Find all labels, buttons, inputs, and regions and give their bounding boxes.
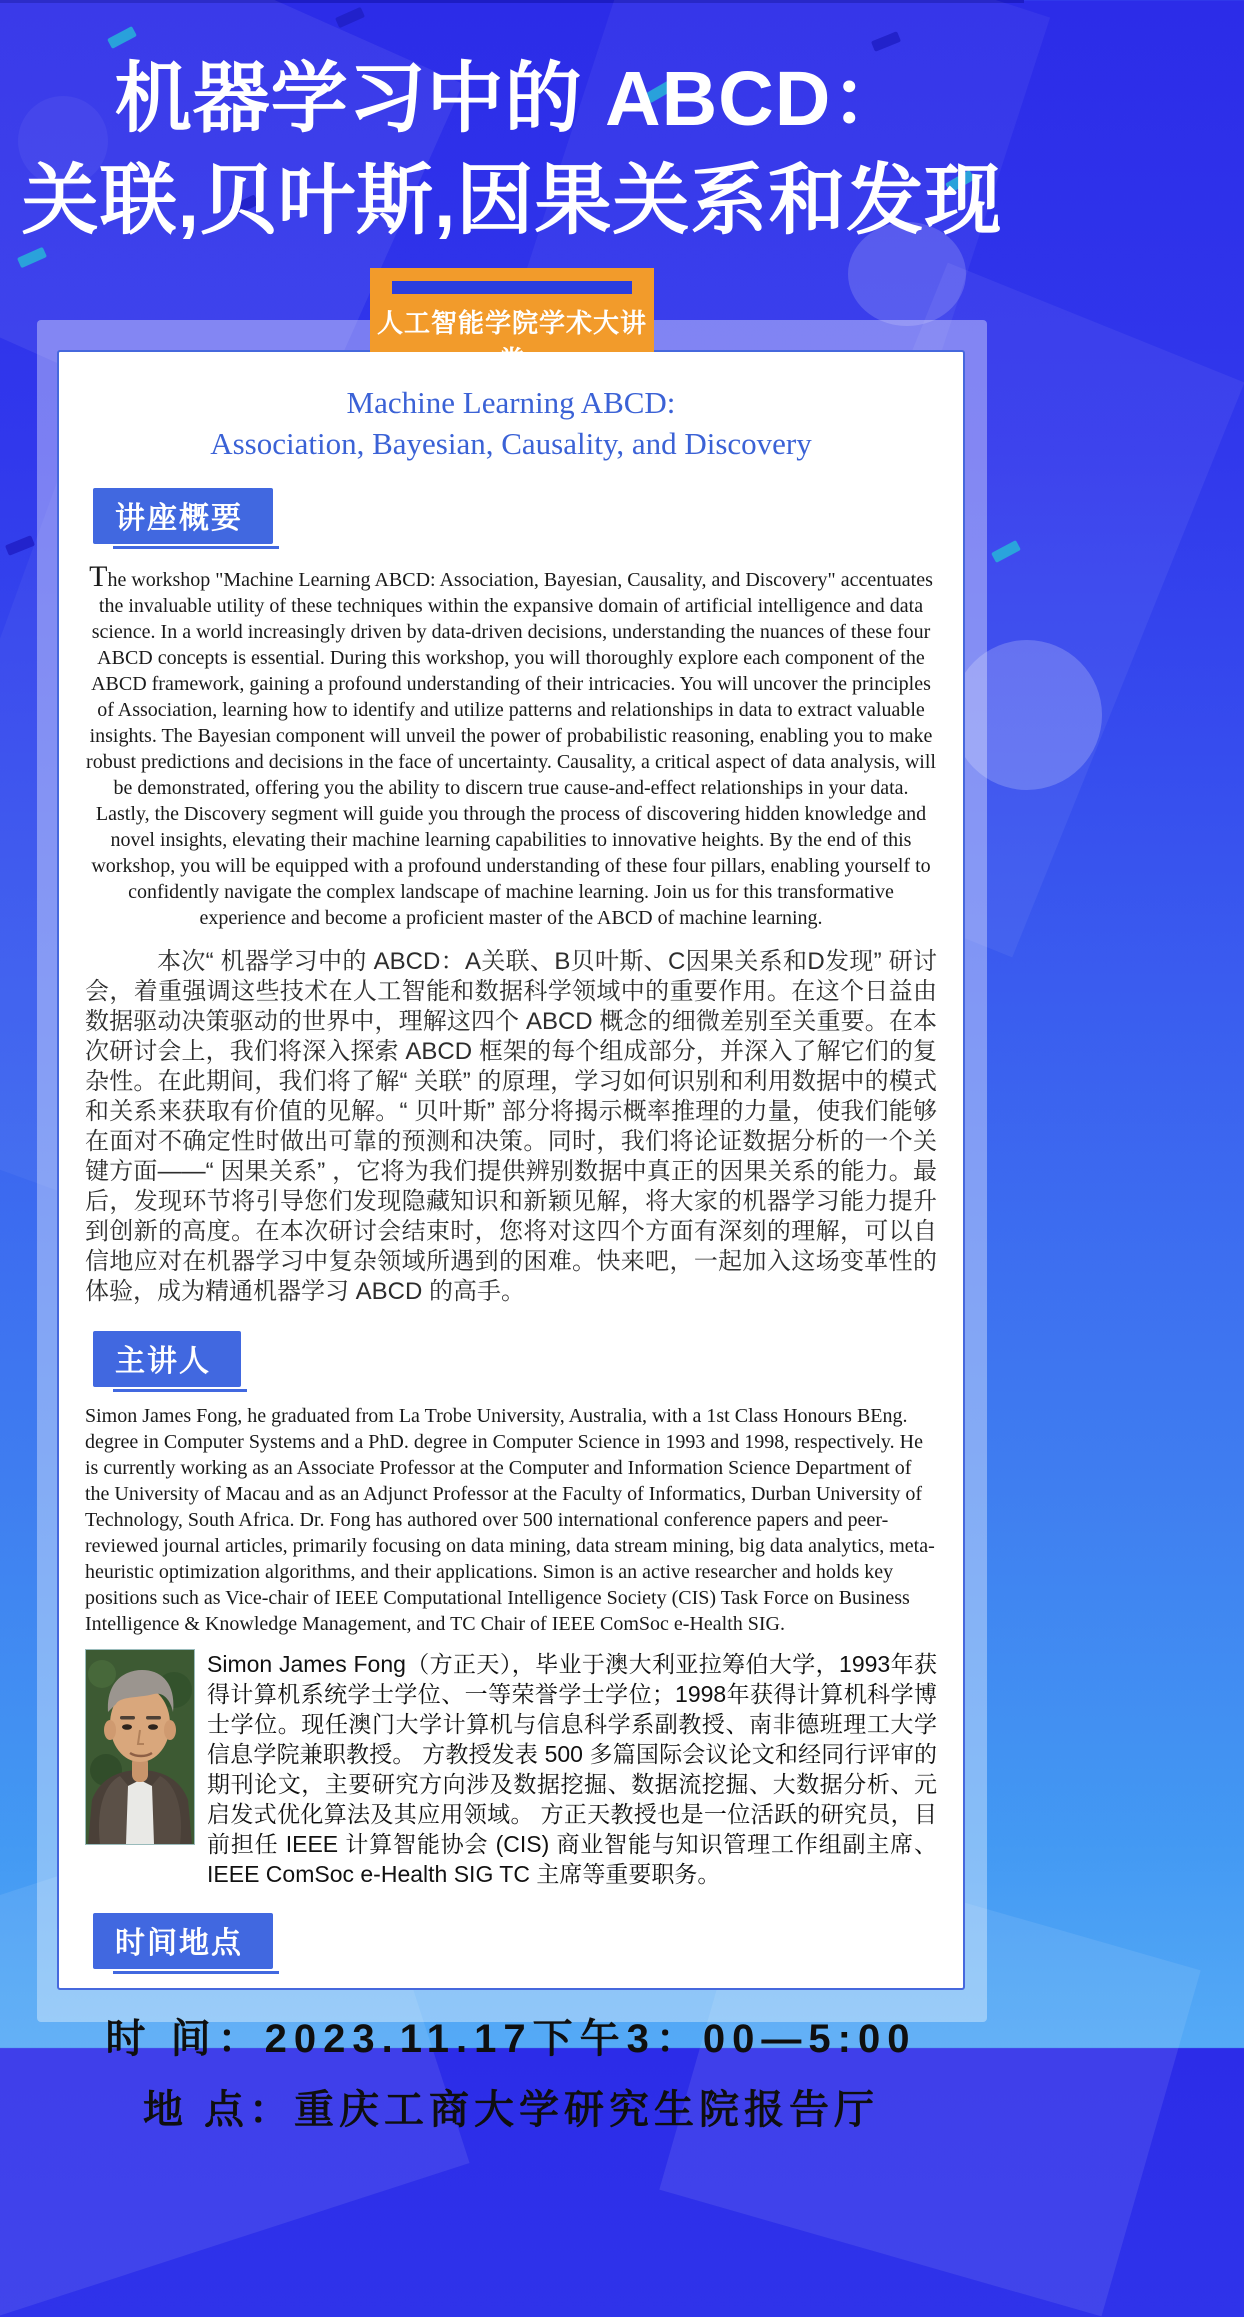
event-location: 地 点：重庆工商大学研究生院报告厅 [142, 2088, 880, 2132]
content-card [57, 350, 965, 2132]
schedule-header-wrap [85, 1913, 937, 1969]
poster-title-line2: 关联,贝叶斯,因果关系和发现 [21, 158, 1003, 245]
overview-header-wrap [85, 488, 937, 544]
badge-bar [392, 281, 632, 294]
english-title-line1: Machine Learning ABCD: [346, 385, 676, 420]
speaker-row [85, 1649, 937, 1889]
overview-chinese-paragraph: 本次“ 机器学习中的 ABCD：A关联、B贝叶斯、C因果关系和D发现” 研讨会，着重强调这些技术在人工智能和数据科学领域中的重要作用。在这个日益由数据驱动决策驱动的世界中，理解这四个 ABCD 概念的细微差别至关重要。在本次研讨会上，我们将深入探索 ABCD 框架的每个组成部分，并深入了解它们的复杂性。在此期间，我们将了解“ 关联” 的原理，学习如何识别和利用数据中的模式和关系来获取有价值的见解。“ 贝叶斯” 部分将揭示概率推理的力量，使我们能够在面对不确定性时做出可靠的预测和决策。同时，我们将论证数据分析的一个关键方面——“ 因果关系” ，它将为我们提供辨别数据中真正的因果关系的能力。最后，发现环节将引导您们发现隐藏知识和新颖见解，将大家的机器学习能力提升到创新的高度。在本次研讨会结束时，您将对这四个方面有深刻的理解，可以自信地应对在机器学习中复杂领域所遇到的困难。快来吧，一起加入这场变革性的体验，成为精通机器学习 ABCD 的高手。 [85, 948, 937, 1305]
badge [370, 268, 654, 375]
event-time: 时 间：2023.11.17下午3：00—5:00 [105, 2017, 917, 2061]
overview-section-header: 讲座概要 [93, 488, 273, 544]
english-title [85, 382, 937, 464]
decor-confetti [335, 7, 365, 28]
poster-title [0, 48, 1024, 253]
overview-english-paragraph: The workshop "Machine Learning ABCD: Association, Bayesian, Causality, and Discovery" accentuates the invaluable utility of these techniques within the expansive domain of artificial intelligence and data science. In a world increasingly driven by data-driven decisions, understanding the nuances of these four ABCD concepts is essential. During this workshop, you will thoroughly explore each component of the ABCD framework, gaining a profound understanding of their intricacies. You will uncover the principles of Association, learning how to identify and utilize patterns and relationships in data to extract valuable insights. The Bayesian component will unveil the power of probabilistic reasoning, enabling you to make robust predictions and decisions in the face of uncertainty. Causality, a critical aspect of data analysis, will be demonstrated, offering you the ability to discern true cause-and-effect relationships in your data. Lastly, the Discovery segment will guide you through the process of discovering hidden knowledge and novel insights, elevating their machine learning capabilities to innovative heights. By the end of this workshop, you will be equipped with a profound understanding of these four pillars, enabling yourself to confidently navigate the complex landscape of machine learning. Join us for this transformative experience and become a proficient master of the ABCD of machine learning. [86, 560, 936, 929]
speaker-header-wrap [85, 1331, 937, 1387]
speaker-chinese-bio: Simon James Fong（方正天），毕业于澳大利亚拉筹伯大学，1993年获得计算机系统学士学位、一等荣誉学士学位；1998年获得计算机科学博士学位。现任澳门大学计算机与信息科学系副教授、南非德班理工大学信息学院兼职教授。 方教授发表 500 多篇国际会议论文和经同行评审的期刊论文，主要研究方向涉及数据挖掘、数据流挖掘、大数据分析、元启发式优化算法及其应用领域。 方正天教授也是一位活跃的研究员，目前担任 IEEE 计算智能协会 (CIS) 商业智能与知识管理工作组副主席、IEEE ComSoc e-Health SIG TC 主席等重要职务。 [207, 1651, 937, 1887]
speaker-english-bio: Simon James Fong, he graduated from La Trobe University, Australia, with a 1st Class Honours BEng. degree in Computer Systems and a PhD. degree in Computer Science in 1993 and 1998, respectively. He is currently working as an Associate Professor at the Computer and Information Science Department of the University of Macau and as an Adjunct Professor at the Faculty of Informatics, Durban University of Technology, South Africa. Dr. Fong has authored over 500 international conference papers and peer-reviewed journal articles, primarily focusing on data mining, data stream mining, big data analytics, meta-heuristic optimization algorithms, and their applications. Simon is an active researcher and holds key positions such as Vice-chair of IEEE Computational Intelligence Society (CIS) Task Force on Business Intelligence & Knowledge Management, and TC Chair of IEEE ComSoc e-Health SIG. [85, 1405, 935, 1635]
speaker-photo [85, 1649, 195, 1845]
badge-label: 人工智能学院学术大讲堂 [376, 308, 647, 375]
schedule-section-header: 时间地点 [93, 1913, 273, 1969]
speaker-section-header: 主讲人 [93, 1331, 241, 1387]
poster-title-line1: 机器学习中的 ABCD： [114, 56, 910, 142]
english-title-line2: Association, Bayesian, Causality, and Discovery [210, 426, 812, 461]
